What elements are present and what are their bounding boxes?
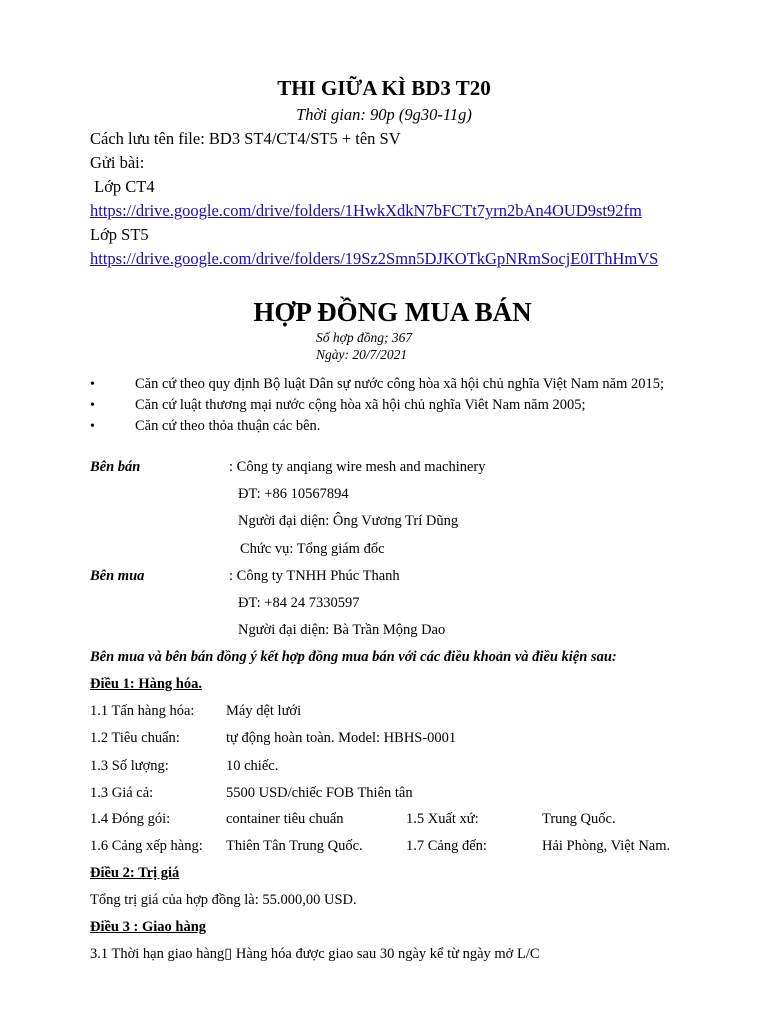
link-ct4[interactable]: https://drive.google.com/drive/folders/1HwkXdkN7bFCTt7yrn2bAn4OUD9st92fm [90, 201, 642, 220]
packing-value: container tiêu chuẩn [226, 811, 344, 827]
price-value: 5500 USD/chiếc FOB Thiên tân [226, 785, 413, 801]
seller-company: : Công ty anqiang wire mesh and machinery [229, 459, 486, 475]
buyer-representative: Người đại diện: Bà Trần Mộng Dao [238, 622, 446, 638]
seller-representative: Người đại diện: Ông Vương Trí Dũng [238, 513, 459, 529]
link-st5[interactable]: https://drive.google.com/drive/folders/19Sz2Smn5DJKOTkGpNRmSocjE0IThHmVS [90, 249, 659, 268]
basis-item: Căn cứ theo thỏa thuận các bên. [135, 418, 321, 434]
standard-value: tự động hoàn toàn. Model: HBHS-0001 [226, 730, 457, 746]
bullet-marker: • [90, 377, 95, 392]
seller-position: Chức vụ: Tổng giám đốc [240, 541, 385, 557]
goods-label: 1.1 Tấn hàng hóa: [90, 703, 195, 719]
article3-heading: Điều 3 : Giao hàng [90, 919, 207, 935]
quantity-label: 1.3 Số lượng: [90, 758, 169, 774]
buyer-company: : Công ty TNHH Phúc Thanh [229, 568, 400, 584]
submit-label: Gửi bài: [90, 153, 145, 172]
goods-value: Máy dệt lưới [226, 703, 302, 719]
price-label: 1.3 Giá cả: [90, 785, 154, 801]
article2-text: Tổng trị giá của hợp đồng là: 55.000,00 USD. [90, 892, 357, 908]
class-ct4-label: Lớp CT4 [90, 177, 155, 196]
exam-time: Thời gian: 90p (9g30-11g) [296, 105, 472, 124]
loading-port-label: 1.6 Cảng xếp hàng: [90, 838, 203, 854]
buyer-label: Bên mua [90, 568, 145, 584]
seller-phone: ĐT: +86 10567894 [238, 486, 349, 502]
article1-heading: Điều 1: Hàng hóa. [90, 676, 202, 692]
agreement-statement: Bên mua và bên bán đồng ý kết hợp đồng mua bán với các điều khoản và điều kiện sau: [90, 649, 617, 665]
loading-port-value: Thiên Tân Trung Quốc. [226, 838, 363, 854]
packing-label: 1.4 Đóng gói: [90, 811, 171, 827]
standard-label: 1.2 Tiêu chuẩn: [90, 730, 180, 746]
contract-title: HỢP ĐỒNG MUA BÁN [253, 297, 532, 327]
destination-port-value: Hải Phòng, Việt Nam. [542, 838, 671, 854]
basis-item: Căn cứ luật thương mại nước cộng hòa xã hội chủ nghĩa Viêt Nam năm 2005; [135, 397, 586, 413]
contract-date: Ngày: 20/7/2021 [316, 347, 408, 362]
origin-label: 1.5 Xuất xứ: [406, 811, 479, 827]
article3-text: 3.1 Thời hạn giao hàng▯ Hàng hóa được giao sau 30 ngày kể từ ngày mở L/C [90, 946, 540, 962]
seller-label: Bên bán [90, 459, 141, 475]
origin-value: Trung Quốc. [542, 811, 616, 827]
contract-number: Số hợp đồng; 367 [316, 330, 413, 345]
bullet-marker: • [90, 398, 95, 413]
file-naming-instructions: Cách lưu tên file: BD3 ST4/CT4/ST5 + tên SV [90, 129, 401, 148]
buyer-phone: ĐT: +84 24 7330597 [238, 595, 360, 611]
class-st5-label: Lớp ST5 [90, 225, 149, 244]
destination-port-label: 1.7 Cảng đến: [406, 838, 487, 854]
bullet-marker: • [90, 419, 95, 434]
article2-heading: Điều 2: Trị giá [90, 865, 180, 881]
exam-title: THI GIỮA KÌ BD3 T20 [277, 76, 491, 100]
quantity-value: 10 chiếc. [226, 758, 279, 774]
basis-item: Căn cứ theo quy định Bộ luật Dân sự nước công hòa xã hội chủ nghĩa Việt Nam năm 2015; [135, 376, 665, 392]
